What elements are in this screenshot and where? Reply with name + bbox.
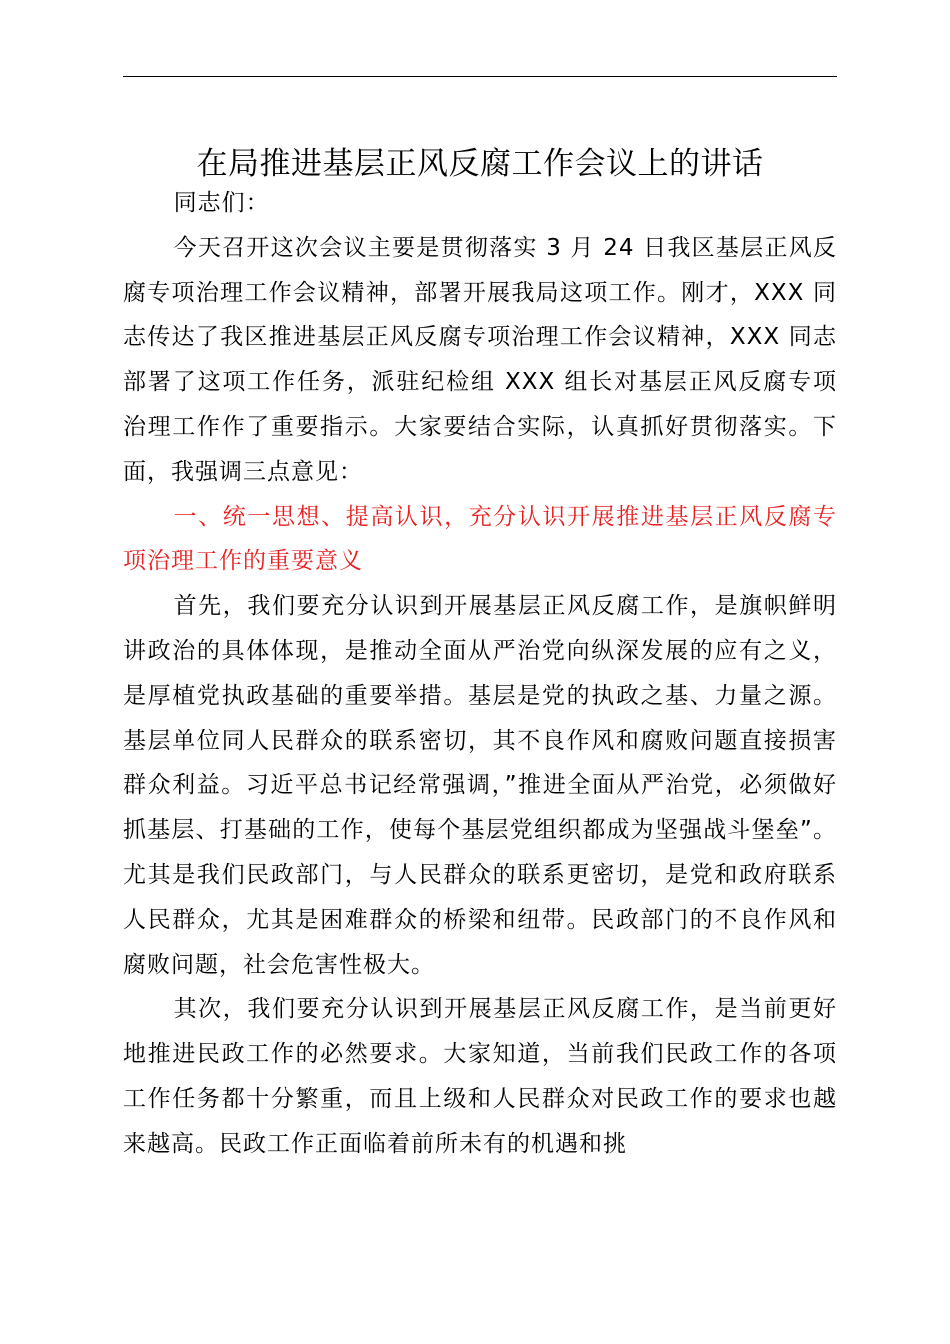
section-heading: 一、统一思想、提高认识，充分认识开展推进基层正风反腐专项治理工作的重要意义 (123, 503, 837, 575)
salutation-paragraph: 同志们： (173, 190, 270, 216)
body-paragraph-first: 首先，我们要充分认识到开展基层正风反腐工作，是旗帜鲜明讲政治的具体体现，是推动全面从严治党向纵深发展的应有之义，是厚植党执政基础的重要举措。基层是党的执政之基、力量之源。基层单位同人民群众的联系密切，其不良作风和腐败问题直接损害群众利益。习近平总书记经常强调，”推进全面从严治党，必须做好抓基层、打基础的工作，使每个基层党组织都成为坚强战斗堡垒”。尤其是我们民政部门，与人民群众的联系更密切，是党和政府联系人民群众，尤其是困难群众的桥梁和纽带。民政部门的不良作风和腐败问题，社会危害性极大。 (123, 593, 837, 978)
header-rule (123, 76, 837, 77)
intro-paragraph: 今天召开这次会议主要是贯彻落实 3 月 24 日我区基层正风反腐专项治理工作会议精神，部署开展我局这项工作。刚才，XXX 同志传达了我区推进基层正风反腐专项治理工作会议精神，XXX 同志部署了这项工作任务，派驻纪检组 XXX 组长对基层正风反腐专项治理工作作了重要指示。大家要结合实际，认真抓好贯彻落实。下面，我强调三点意见： (123, 234, 837, 485)
body-paragraph-second: 其次，我们要充分认识到开展基层正风反腐工作，是当前更好地推进民政工作的必然要求。大家知道，当前我们民政工作的各项工作任务都十分繁重，而且上级和人民群众对民政工作的要求也越来越高。民政工作正面临着前所未有的机遇和挑 (123, 996, 837, 1157)
document-body (123, 181, 837, 1167)
document-title: 在局推进基层正风反腐工作会议上的讲话 (196, 146, 764, 182)
